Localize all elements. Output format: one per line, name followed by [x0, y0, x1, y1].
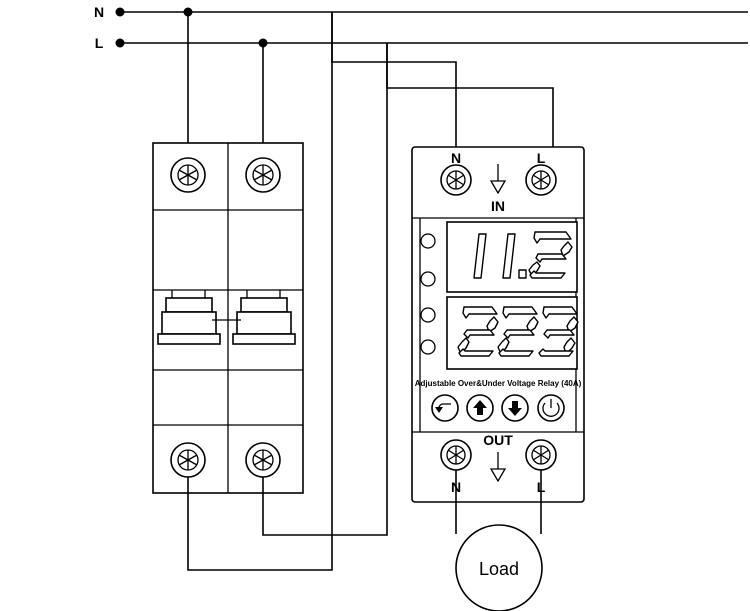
- load: [456, 525, 542, 611]
- circuit-breaker: [153, 143, 303, 493]
- breaker-toggle-2[interactable]: [233, 290, 295, 344]
- supply-lines: [116, 8, 749, 48]
- relay-in-flow-label: IN: [491, 198, 505, 214]
- relay-terminal-out-l: [526, 440, 556, 470]
- voltage-relay: [412, 147, 584, 502]
- supply-drop-wires: [188, 12, 263, 160]
- relay-out-l-label: L: [536, 479, 546, 495]
- supply-n-label: N: [93, 4, 105, 20]
- breaker-terminal-bottom-1: [171, 443, 205, 477]
- relay-in-n-label: N: [450, 150, 462, 166]
- relay-terminal-out-n: [441, 440, 471, 470]
- breaker-terminal-top-1: [171, 158, 205, 192]
- relay-button-power[interactable]: [538, 395, 564, 421]
- relay-in-l-label: L: [536, 150, 546, 166]
- load-label: Load: [478, 559, 520, 579]
- relay-button-set-back[interactable]: [432, 395, 458, 421]
- relay-button-down[interactable]: [502, 395, 528, 421]
- breaker-terminal-top-2: [246, 158, 280, 192]
- relay-button-up[interactable]: [467, 395, 493, 421]
- relay-input-wires: [332, 12, 553, 152]
- relay-out-flow-label: OUT: [483, 432, 513, 448]
- relay-terminal-in-l: [526, 165, 556, 195]
- breaker-terminal-bottom-2: [246, 443, 280, 477]
- supply-node-l: [116, 39, 125, 48]
- breaker-toggle-1[interactable]: [158, 290, 220, 344]
- supply-node-n: [116, 8, 125, 17]
- relay-terminal-in-n: [441, 165, 471, 195]
- relay-out-n-label: N: [450, 479, 462, 495]
- relay-model-label: Adjustable Over&Under Voltage Relay (40A): [414, 379, 582, 388]
- supply-l-label: L: [94, 35, 104, 51]
